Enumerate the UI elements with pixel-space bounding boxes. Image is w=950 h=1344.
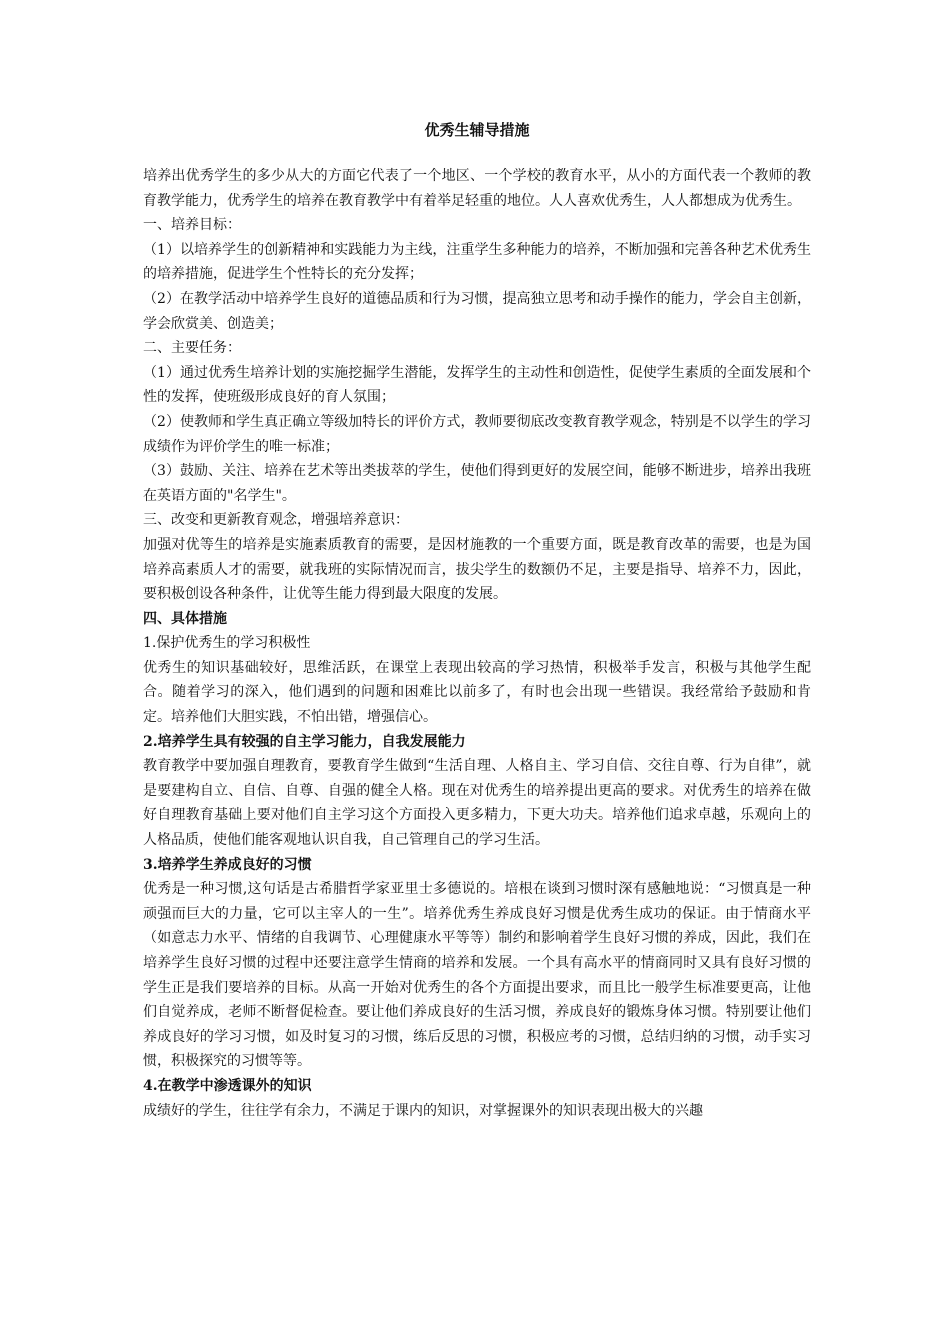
document-body <box>143 164 811 1123</box>
goal-item-1: （1）以培养学生的创新精神和实践能力为主线，注重学生多种能力的培养，不断加强和完善各种艺术优秀生的培养措施，促进学生个性特长的充分发挥； <box>143 241 811 283</box>
goal-item-2: （2）在教学活动中培养学生良好的道德品质和行为习惯，提高独立思考和动手操作的能力，学会自主创新，学会欣赏美、创造美； <box>143 290 811 332</box>
measure-paragraph-2: 教育教学中要加强自理教育，要教育学生做到“生活自理、人格自主、学习自信、交往自尊、行为自律”，就是要建构自立、自信、自尊、自强的健全人格。现在对优秀生的培养提出更高的要求。对优秀生的培养在做好自理教育基础上要对他们自主学习这个方面投入更多精力，下更大功夫。培养他们追求卓越，乐观向上的人格品质，使他们能客观地认识自我，自己管理自己的学习生活。 <box>143 758 811 849</box>
measure-paragraph-1: 优秀生的知识基础较好，思维活跃，在课堂上表现出较高的学习热情，积极举手发言，积极与其他学生配合。随着学习的深入，他们遇到的问题和困难比以前多了，有时也会出现一些错误。我经常给予鼓励和肯定。培养他们大胆实践，不怕出错，增强信心。 <box>143 659 811 726</box>
concept-paragraph: 加强对优等生的培养是实施素质教育的需要，是因材施教的一个重要方面，既是教育改革的需要，也是为国培养高素质人才的需要，就我班的实际情况而言，拔尖学生的数额仍不足，主要是指导、培养不力，因此，要积极创设各种条件，让优等生能力得到最大限度的发展。 <box>143 536 811 603</box>
task-item-1: （1）通过优秀生培养计划的实施挖掘学生潜能，发挥学生的主动性和创造性，促使学生素质的全面发展和个性的发挥，使班级形成良好的育人氛围； <box>143 364 811 406</box>
section-heading-measures: 四、具体措施 <box>143 610 227 627</box>
document-page <box>143 118 811 1123</box>
task-item-3: （3）鼓励、关注、培养在艺术等出类拔萃的学生，使他们得到更好的发展空间，能够不断进步，培养出我班在英语方面的"名学生"。 <box>143 463 811 504</box>
section-heading-tasks: 二、主要任务： <box>143 340 241 357</box>
measure-paragraph-4: 成绩好的学生，往往学有余力，不满足于课内的知识，对掌握课外的知识表现出极大的兴趣 <box>143 1102 703 1119</box>
measure-paragraph-3: 优秀是一种习惯,这句话是古希腊哲学家亚里士多德说的。培根在谈到习惯时深有感触地说：“习惯真是一种顽强而巨大的力量，它可以主宰人的一生”。培养优秀生养成良好习惯是优秀生成功的保证。由于情商水平（如意志力水平、情绪的自我调节、心理健康水平等等）制约和影响着学生良好习惯的养成，因此，我们在培养学生良好习惯的过程中还要注意学生情商的培养和发展。一个具有高水平的情商同时又具有良好习惯的学生正是我们要培养的目标。从高一开始对优秀生的各个方面提出要求，而且比一般学生标准要更高，让他们自觉养成，老师不断督促检查。要让他们养成良好的生活习惯，养成良好的锻炼身体习惯。特别要让他们养成良好的学习习惯，如及时复习的习惯，练后反思的习惯，积极应考的习惯，总结归纳的习惯，动手实习惯，积极探究的习惯等等。 <box>143 881 811 1070</box>
document-title: 优秀生辅导措施 <box>424 121 530 139</box>
measure-heading-3: 3.培养学生养成良好的习惯 <box>143 856 312 873</box>
measure-heading-1: 1.保护优秀生的学习积极性 <box>143 635 311 652</box>
task-item-2: （2）使教师和学生真正确立等级加特长的评价方式，教师要彻底改变教育教学观念，特别是不以学生的学习成绩作为评价学生的唯一标准； <box>143 413 811 455</box>
intro-paragraph: 培养出优秀学生的多少从大的方面它代表了一个地区、一个学校的教育水平，从小的方面代表一个教师的教育教学能力，优秀学生的培养在教育教学中有着举足轻重的地位。人人喜欢优秀生，人人都想成为优秀生。 <box>143 168 811 209</box>
measure-heading-2: 2.培养学生具有较强的自主学习能力，自我发展能力 <box>143 733 466 750</box>
measure-heading-4: 4.在教学中渗透课外的知识 <box>143 1077 312 1094</box>
section-heading-concept: 三、改变和更新教育观念，增强培养意识： <box>143 512 409 529</box>
section-heading-goals: 一、培养目标： <box>143 217 241 234</box>
